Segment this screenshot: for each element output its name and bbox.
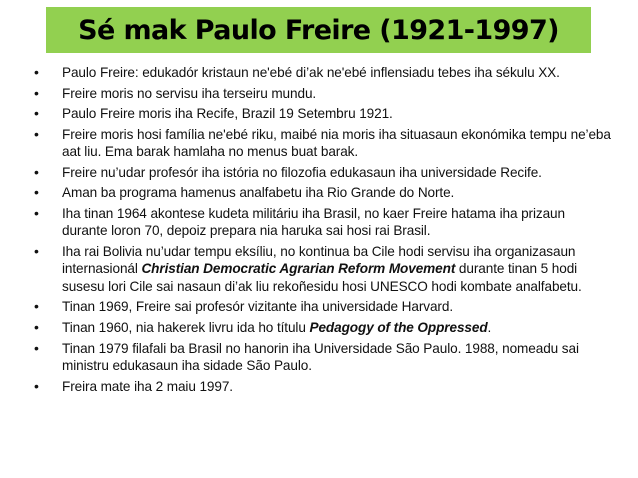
bullet-icon: • (34, 377, 39, 394)
list-item-text: Freire moris hosi família ne'ebé riku, maibé nia moris iha situasaun ekonómika tempu ne’eba aat liu. Ema barak hamlaha no menus buat barak. (62, 126, 611, 160)
slide-title: Sé mak Paulo Freire (1921-1997) (78, 14, 559, 46)
list-item-text: Aman ba programa hamenus analfabetu iha Rio Grande do Norte. (62, 185, 455, 201)
list-item-text-post: durante tinan 5 hodi susesu lori Cile sai nasaun di’ak liu rekoñesidu hosi UNESCO hodi kombate analfabetu. (62, 261, 582, 294)
bullet-icon: • (34, 84, 39, 101)
list-item (0, 164, 638, 181)
list-item (0, 319, 638, 336)
list-item-text: Freire nu’udar profesór iha istória no filozofia edukasaun iha universidade Recife. (62, 164, 542, 180)
bullet-icon: • (34, 184, 39, 201)
title-banner (46, 7, 591, 53)
bullet-icon: • (34, 242, 39, 259)
list-item-text: Freira mate iha 2 maiu 1997. (62, 378, 233, 394)
list-item (0, 243, 638, 295)
bullet-list (0, 64, 638, 398)
list-item (0, 378, 638, 395)
book-title: Pedagogy of the Oppressed (309, 319, 488, 335)
list-item-text-pre: Iha rai Bolivia nu’udar tempu eksíliu, no kontinua ba Cile hodi servisu iha organizasaun internasionál (62, 243, 576, 277)
list-item-text-pre: Tinan 1960, nia hakerek livru ida ho títulu (62, 319, 310, 335)
list-item (0, 298, 638, 315)
list-item-text: Tinan 1979 filafali ba Brasil no hanorin iha Universidade São Paulo. 1988, nomeadu sai ministru edukasaun iha sidade São Paulo. (62, 340, 579, 373)
movement-name: Christian Democratic Agrarian Reform Movement (141, 261, 456, 277)
list-item-text: Freire moris no servisu iha terseiru mundu. (62, 85, 317, 101)
list-item-text: Paulo Freire: edukadór kristaun ne'ebé di’ak ne'ebé inflensiadu tebes iha sékulu XX. (62, 65, 560, 80)
bullet-icon: • (34, 163, 39, 180)
bullet-icon: • (34, 125, 39, 142)
bullet-icon: • (34, 105, 39, 122)
bullet-icon: • (34, 204, 39, 221)
list-item-text: Tinan 1969, Freire sai profesór vizitante iha universidade Harvard. (62, 299, 453, 315)
bullet-icon: • (34, 339, 39, 356)
bullet-icon: • (34, 318, 39, 335)
list-item (0, 64, 638, 81)
list-item (0, 126, 638, 161)
list-item-text: Paulo Freire moris iha Recife, Brazil 19 Setembru 1921. (62, 106, 393, 122)
list-item (0, 184, 638, 201)
list-item-text: Iha tinan 1964 akontese kudeta militáriu iha Brasil, no kaer Freire hatama iha prizaun durante loron 70, depoiz prepara nia haruka sai hosi rai Brasil. (62, 205, 565, 239)
bullet-icon: • (34, 298, 39, 315)
list-item-text-post: . (487, 319, 492, 335)
list-item (0, 85, 638, 102)
bullet-icon: • (34, 64, 39, 80)
list-item (0, 340, 638, 375)
list-item (0, 105, 638, 122)
list-item (0, 205, 638, 240)
